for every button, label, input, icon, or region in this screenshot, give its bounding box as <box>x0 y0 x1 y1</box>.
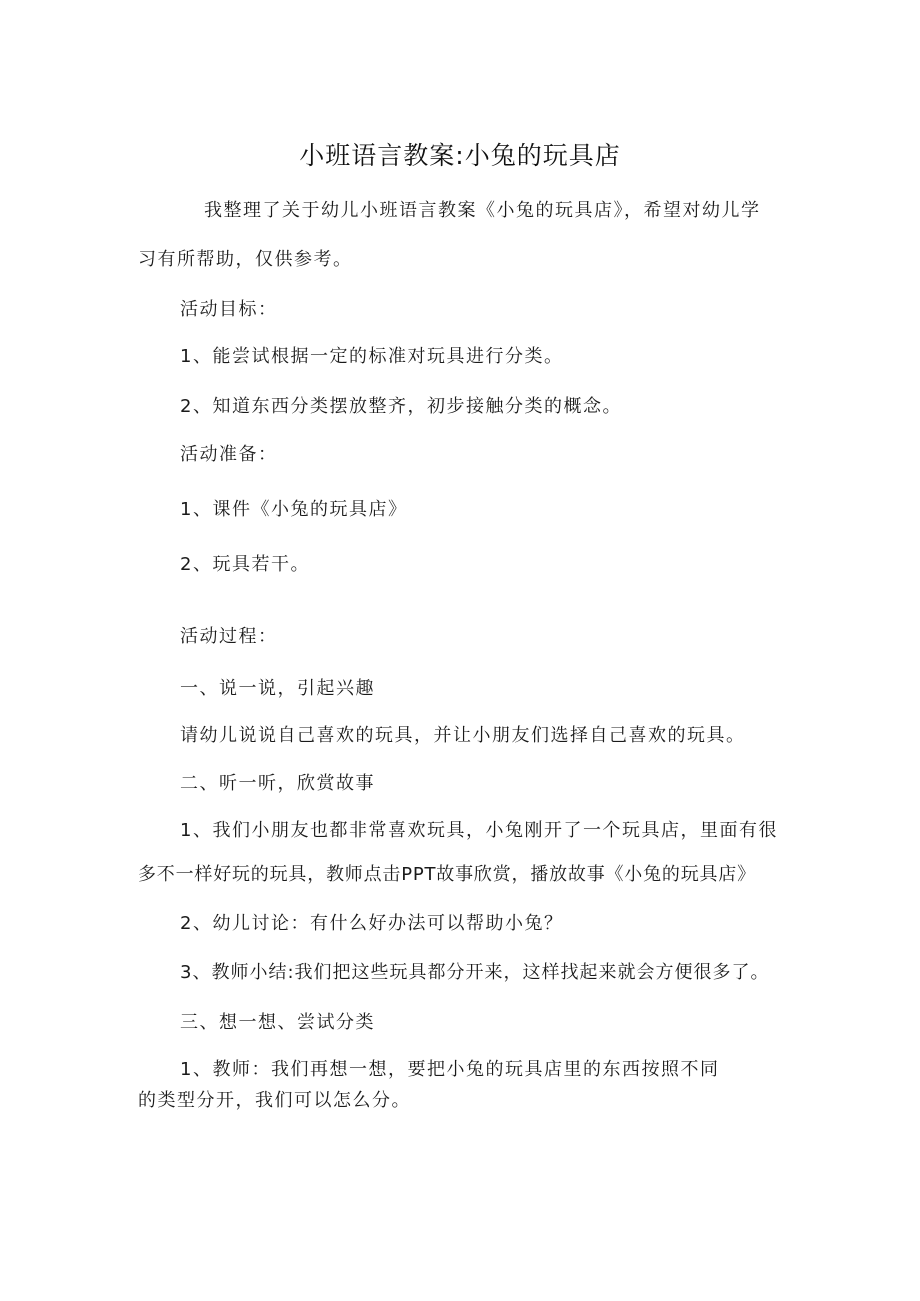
step-2-heading: 二、听一听，欣赏故事 <box>180 773 375 794</box>
intro-paragraph-line-1: 我整理了关于幼儿小班语言教案《小兔的玩具店》，希望对幼儿学 <box>204 200 761 221</box>
prep-item-2: 2、玩具若干。 <box>180 554 310 575</box>
intro-paragraph-line-2: 习有所帮助，仅供参考。 <box>138 249 353 270</box>
step-2-item-1-line-2: 多不一样好玩的玩具，教师点击PPT故事欣赏，播放故事《小兔的玩具店》 <box>138 864 756 885</box>
document-title: 小班语言教案:小兔的玩具店 <box>299 141 621 170</box>
step-2-item-3: 3、教师小结:我们把这些玩具都分开来，这样找起来就会方便很多了。 <box>180 962 770 983</box>
prep-item-1: 1、课件《小兔的玩具店》 <box>180 499 408 520</box>
goal-item-1: 1、能尝试根据一定的标准对玩具进行分类。 <box>180 346 564 367</box>
step-2-item-1-line-1: 1、我们小朋友也都非常喜欢玩具，小兔刚开了一个玩具店，里面有很 <box>180 820 778 841</box>
step-2-item-2: 2、幼儿讨论：有什么好办法可以帮助小兔？ <box>180 913 564 934</box>
goal-heading: 活动目标： <box>180 299 278 320</box>
step-3-item-1-line-1: 1、教师：我们再想一想，要把小兔的玩具店里的东西按照不同 <box>180 1059 720 1080</box>
prep-heading: 活动准备： <box>180 444 278 465</box>
step-3-item-1-line-2: 的类型分开，我们可以怎么分。 <box>138 1090 411 1111</box>
step-1-heading: 一、说一说，引起兴趣 <box>180 678 375 699</box>
step-1-text: 请幼儿说说自己喜欢的玩具，并让小朋友们选择自己喜欢的玩具。 <box>180 725 746 746</box>
step-3-heading: 三、想一想、尝试分类 <box>180 1012 375 1033</box>
process-heading: 活动过程： <box>180 626 278 647</box>
goal-item-2: 2、知道东西分类摆放整齐，初步接触分类的概念。 <box>180 396 622 417</box>
